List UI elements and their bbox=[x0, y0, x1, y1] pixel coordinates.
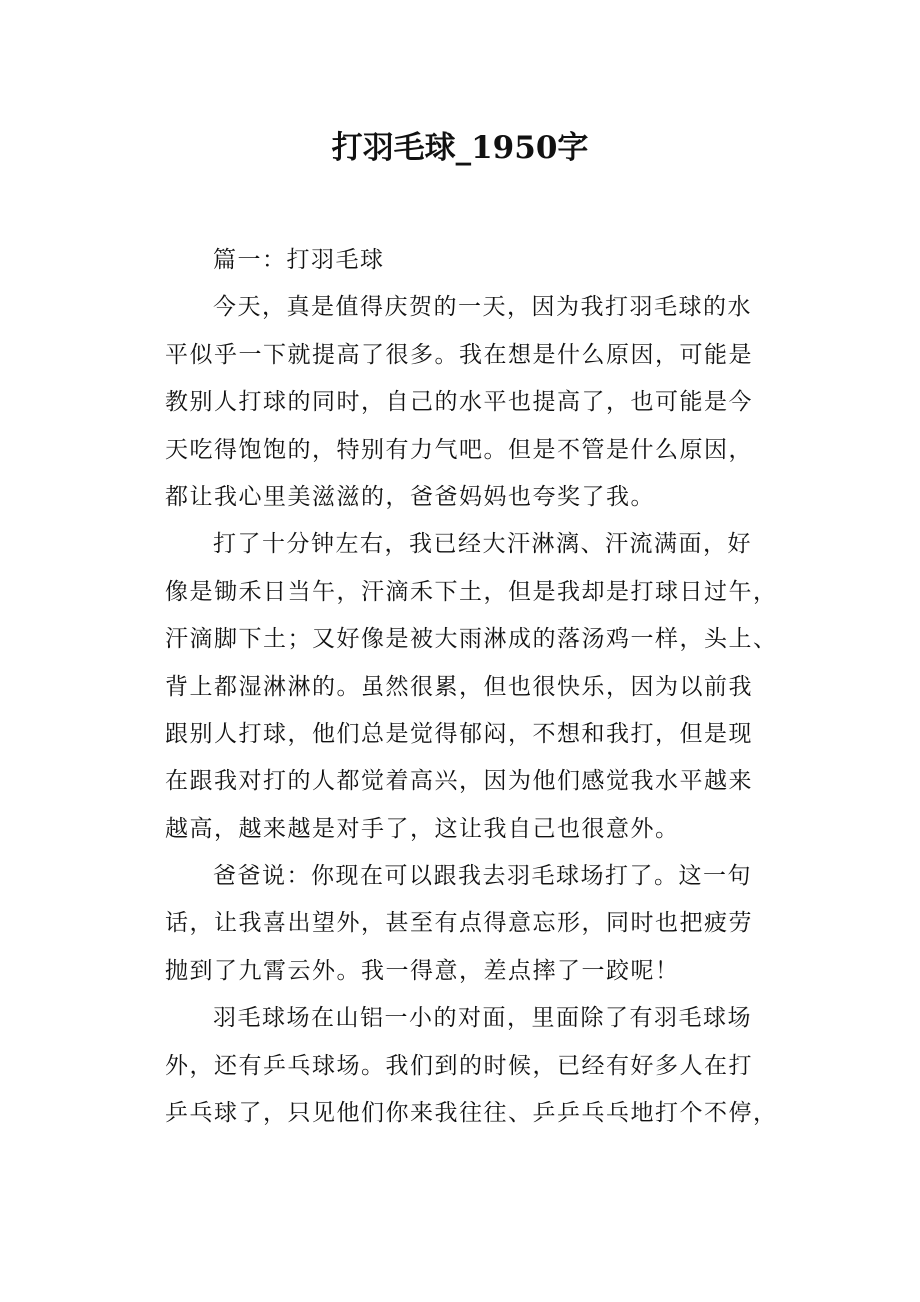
paragraph-line: 抛到了九霄云外。我一得意，差点摔了一跤呢！ bbox=[165, 957, 680, 984]
paragraph-line: 都让我心里美滋滋的，爸爸妈妈也夸奖了我。 bbox=[165, 483, 655, 510]
paragraph-line: 羽毛球场在山铝一小的对面，里面除了有羽毛球场 bbox=[213, 1005, 752, 1032]
paragraph-line: 像是锄禾日当午，汗滴禾下土，但是我却是打球日过午， bbox=[165, 578, 778, 605]
paragraph-line: 乒乓球了，只见他们你来我往往、乒乒乓乓地打个不停， bbox=[165, 1100, 778, 1127]
paragraph-line: 在跟我对打的人都觉着高兴，因为他们感觉我水平越来 bbox=[165, 768, 753, 795]
paragraph-line: 打了十分钟左右，我已经大汗淋漓、汗流满面，好 bbox=[213, 531, 752, 558]
paragraph-line: 篇一：打羽毛球 bbox=[213, 247, 385, 273]
paragraph-line: 今天，真是值得庆贺的一天，因为我打羽毛球的水 bbox=[213, 294, 752, 321]
paragraph-line: 爸爸说：你现在可以跟我去羽毛球场打了。这一句 bbox=[213, 863, 752, 890]
document-body bbox=[165, 242, 785, 1142]
paragraph-line: 跟别人打球，他们总是觉得郁闷，不想和我打，但是现 bbox=[165, 720, 753, 747]
paragraph-line: 外，还有乒乓球场。我们到的时候，已经有好多人在打 bbox=[165, 1052, 753, 1079]
paragraph-line: 教别人打球的同时，自己的水平也提高了，也可能是今 bbox=[165, 389, 753, 416]
paragraph bbox=[165, 242, 785, 289]
paragraph-line: 话，让我喜出望外，甚至有点得意忘形，同时也把疲劳 bbox=[165, 910, 753, 937]
paragraph-line: 越高，越来越是对手了，这让我自己也很意外。 bbox=[165, 815, 680, 842]
document-title: 打羽毛球_1950字 bbox=[331, 130, 589, 166]
paragraph-line: 天吃得饱饱的，特别有力气吧。但是不管是什么原因， bbox=[165, 436, 753, 463]
paragraph-line: 平似乎一下就提高了很多。我在想是什么原因，可能是 bbox=[165, 341, 753, 368]
paragraph bbox=[165, 1000, 785, 1142]
paragraph bbox=[165, 858, 785, 1000]
paragraph bbox=[165, 289, 785, 526]
paragraph bbox=[165, 526, 785, 858]
paragraph-line: 背上都湿淋淋的。虽然很累，但也很快乐，因为以前我 bbox=[165, 673, 753, 700]
paragraph-line: 汗滴脚下土；又好像是被大雨淋成的落汤鸡一样，头上、 bbox=[165, 626, 778, 653]
